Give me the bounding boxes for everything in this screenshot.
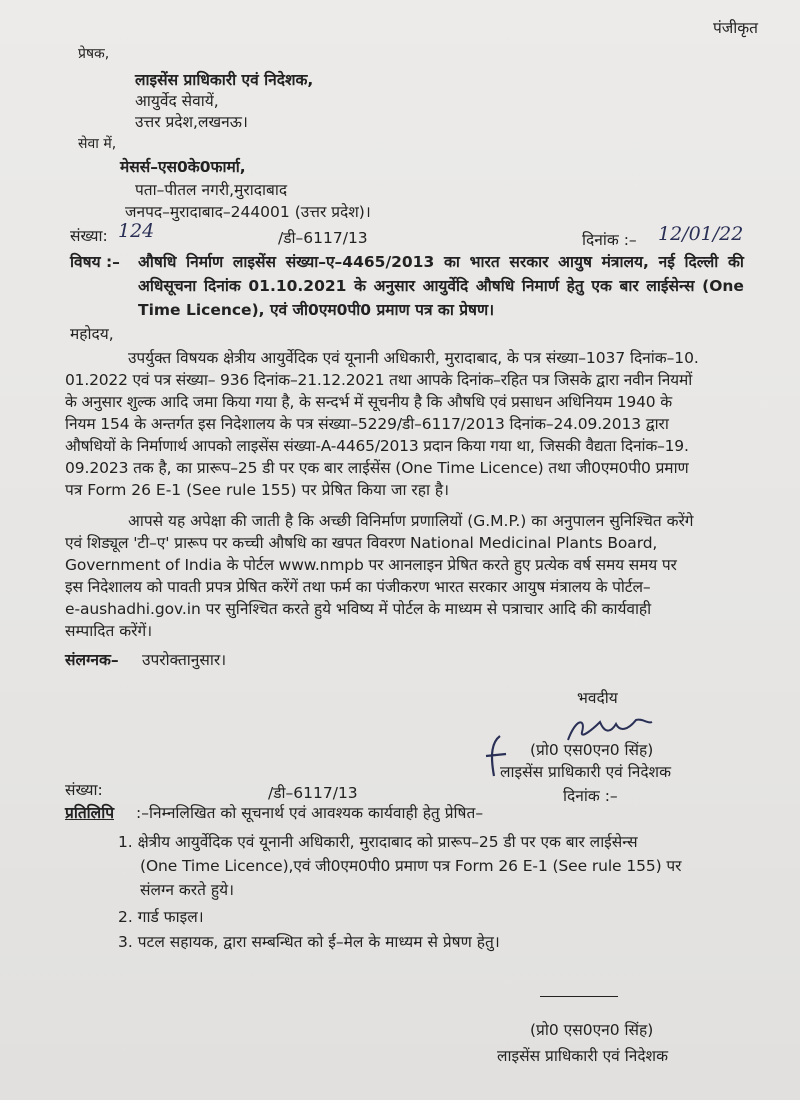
sender-line-2: आयुर्वेद सेवायें,	[135, 92, 219, 110]
subject-line-3: Time Licence), एवं जी0एम0पी0 प्रमाण पत्र का प्रेषण।	[138, 301, 495, 319]
signatory-title: लाइसेंस प्राधिकारी एवं निदेशक	[500, 763, 672, 781]
body-line-2: 01.2022 एवं पत्र संख्या– 936 दिनांक–21.12.2021 तथा आपके दिनांक–रहित पत्र जिसके द्वारा नवीन नियमों	[65, 371, 693, 389]
subject-label: विषय :–	[70, 253, 120, 271]
body-line-11: इस निदेशालय को पावती प्रपत्र प्रेषित करेंगें तथा फर्म का पंजीकरण भारत सरकार आयुष मंत्रालय के पोर्टल–	[65, 578, 651, 596]
body-line-5: औषधियों के निर्माणार्थ आपको लाइसेंस संख्या-A-4465/2013 प्रदान किया गया था, जिसकी वैद्यता दिनांक–19.	[65, 437, 689, 455]
body-line-13: सम्पादित करेंगें।	[65, 622, 153, 640]
body-line-3: के अनुसार शुल्क आदि जमा किया गया है, के सन्दर्भ में सूचनीय है कि औषधि एवं प्रसाधन अधिनियम 1940 के	[65, 393, 672, 411]
copy-label: प्रतिलिपि	[65, 804, 115, 822]
subject-line-2: अधिसूचना दिनांक 01.10.2021 के अनुसार आयुर्वेदि औषधि निमार्ण हेतु एक बार लाईसेन्स (One	[138, 277, 744, 295]
copy-item-1-line-2: (One Time Licence),एवं जी0एम0पी0 प्रमाण पत्र Form 26 E-1 (See rule 155) पर	[140, 857, 682, 875]
body-line-9: एवं शिड्यूल 'टी–ए' प्रारूप पर कच्ची औषधि का खपत विवरण National Medicinal Plants Board,	[65, 534, 658, 552]
closing: भवदीय	[577, 689, 618, 707]
ref-number-handwritten: 124	[118, 220, 155, 242]
signature-line	[540, 996, 618, 997]
ref2-label: संख्या:	[65, 781, 103, 799]
salutation: महोदय,	[70, 325, 114, 343]
copy-item-3: 3. पटल सहायक, द्वारा सम्बन्धित को ई–मेल के माध्यम से प्रेषण हेतु।	[118, 933, 500, 951]
body-line-7: पत्र Form 26 E-1 (See rule 155) पर प्रेषित किया जा रहा है।	[65, 481, 450, 499]
body-line-6: 09.2023 तक है, का प्रारूप–25 डी पर एक बार लाईसेंस (One Time Licence) तथा जी0एम0पी0 प्रमाण	[65, 459, 689, 477]
signatory-name-2: (प्रो0 एस0एन0 सिंह)	[530, 1021, 654, 1039]
ref-code: /डी–6117/13	[278, 229, 368, 247]
enclosure-text: उपरोक्तानुसार।	[142, 651, 227, 669]
recipient-line-3: जनपद–मुरादाबाद–244001 (उत्तर प्रदेश)।	[125, 203, 371, 221]
sender-line-3: उत्तर प्रदेश,लखनऊ।	[135, 113, 248, 131]
body-line-10: Government of India के पोर्टल www.nmpb पर आनलाइन प्रेषित करते हुए प्रत्येक वर्ष समय समय पर	[65, 556, 677, 574]
body-line-8: आपसे यह अपेक्षा की जाती है कि अच्छी विनिर्माण प्रणालियों (G.M.P.) का अनुपालन सुनिश्चित करेंगे	[128, 512, 694, 530]
body-line-1: उपर्युक्त विषयक क्षेत्रीय आयुर्वेदिक एवं यूनानी अधिकारी, मुरादाबाद, के पत्र संख्या–1037 दिनांक–10.	[128, 349, 699, 367]
recipient-line-1: मेसर्स–एस0के0फार्मा,	[120, 158, 246, 176]
copy-item-2: 2. गार्ड फाइल।	[118, 908, 204, 926]
sender-label: प्रेषक,	[78, 46, 110, 62]
body-line-4: नियम 154 के अन्तर्गत इस निदेशालय के पत्र संख्या–5229/डी–6117/2013 दिनांक–24.09.2013 द्वारा	[65, 415, 669, 433]
ref2-code: /डी–6117/13	[268, 784, 358, 802]
signatory-name: (प्रो0 एस0एन0 सिंह)	[530, 741, 654, 759]
body-line-12: e-aushadhi.gov.in पर सुनिश्चित करते हुये भविष्य में पोर्टल के माध्यम से पत्राचार आदि की कार्यवाही	[65, 600, 652, 618]
ref-date-label: दिनांक :–	[582, 231, 637, 249]
recipient-line-2: पता–पीतल नगरी,मुरादाबाद	[135, 181, 288, 199]
copy-item-1-line-1: 1. क्षेत्रीय आयुर्वेदिक एवं यूनानी अधिकारी, मुरादाबाद को प्रारूप–25 डी पर एक बार लाईसेन्स	[118, 833, 638, 851]
subject-line-1: औषधि निर्माण लाइसेंस संख्या–ए–4465/2013 का भारत सरकार आयुष मंत्रालय, नई दिल्ली की	[138, 253, 744, 271]
enclosure-label: संलग्नक–	[65, 651, 119, 669]
sender-line-1: लाइसेंस प्राधिकारी एवं निदेशक,	[135, 71, 314, 89]
recipient-label: सेवा में,	[78, 136, 117, 152]
copy-item-1-line-3: संलग्न करते हुये।	[140, 881, 234, 899]
ref2-date-label: दिनांक :–	[563, 787, 618, 805]
registered-mark: पंजीकृत	[712, 19, 758, 37]
copy-intro: :–निम्नलिखित को सूचनार्थ एवं आवश्यक कार्यवाही हेतु प्रेषित–	[136, 804, 484, 822]
ref-label: संख्या:	[70, 227, 108, 245]
signatory-title-2: लाइसेंस प्राधिकारी एवं निदेशक	[497, 1047, 669, 1065]
ref-date-handwritten: 12/01/22	[658, 223, 744, 245]
